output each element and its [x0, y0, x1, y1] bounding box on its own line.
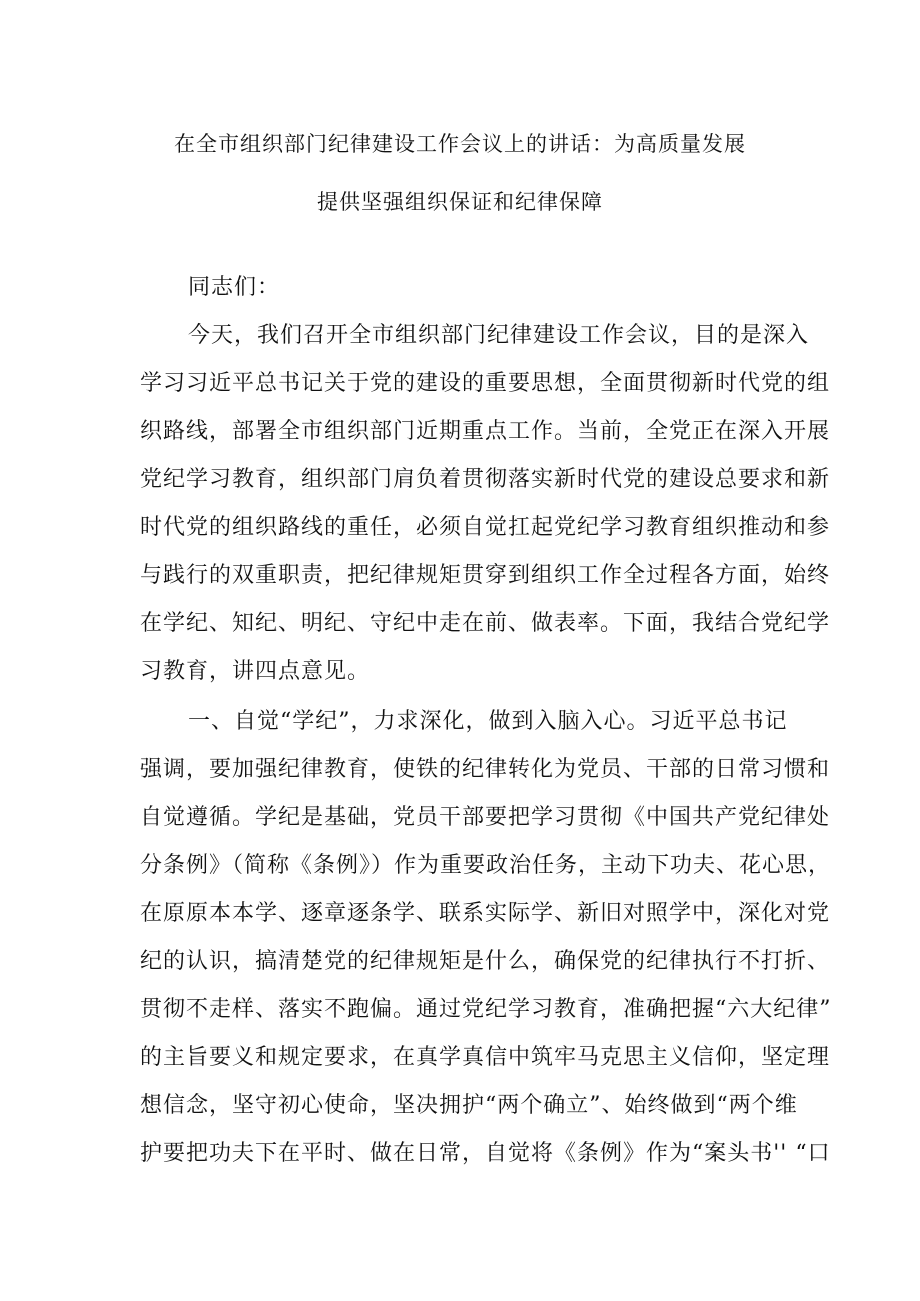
paragraph-line: 在原原本本学、逐章逐条学、联系实际学、新旧对照学中，深化对党 — [140, 901, 831, 926]
paragraph-line: 织路线，部署全市组织部门近期重点工作。当前，全党正在深入开展 — [140, 419, 831, 444]
paragraph-line: 一、自觉“学纪”，力求深化，做到入脑入心。习近平总书记 — [188, 709, 788, 734]
paragraph-line: 想信念，坚守初心使命，坚决拥护“两个确立”、始终做到“两个维 — [140, 1093, 798, 1118]
paragraph-line: 护要把功夫下在平时、做在日常，自觉将《条例》作为“案头书'' “口 — [140, 1141, 831, 1166]
paragraph-line: 自觉遵循。学纪是基础，党员干部要把学习贯彻《中国共产党纪律处 — [140, 805, 831, 830]
paragraph-line: 与践行的双重职责，把纪律规矩贯穿到组织工作全过程各方面，始终 — [140, 563, 831, 588]
paragraph-line: 党纪学习教育，组织部门肩负着贯彻落实新时代党的建设总要求和新 — [140, 467, 831, 492]
paragraph-line: 分条例》（简称《条例》）作为重要政治任务，主动下功夫、花心思， — [140, 853, 832, 878]
salutation: 同志们： — [188, 275, 281, 300]
paragraph-line: 纪的认识，搞清楚党的纪律规矩是什么，确保党的纪律执行不打折、 — [140, 949, 831, 974]
paragraph-line: 的主旨要义和规定要求，在真学真信中筑牢马克思主义信仰，坚定理 — [140, 1045, 831, 1070]
paragraph-line: 强调，要加强纪律教育，使铁的纪律转化为党员、干部的日常习惯和 — [140, 757, 831, 782]
paragraph-line: 今天，我们召开全市组织部门纪律建设工作会议，目的是深入 — [188, 323, 810, 348]
paragraph-line: 学习习近平总书记关于党的建设的重要思想，全面贯彻新时代党的组 — [140, 371, 831, 396]
document-title-line-2: 提供坚强组织保证和纪律保障 — [317, 190, 603, 214]
paragraph-line: 习教育，讲四点意见。 — [140, 659, 371, 684]
paragraph-line: 在学纪、知纪、明纪、守纪中走在前、做表率。下面，我结合党纪学 — [140, 611, 831, 636]
paragraph-line: 时代党的组织路线的重任，必须自觉扛起党纪学习教育组织推动和参 — [140, 515, 831, 540]
paragraph-line: 贯彻不走样、落实不跑偏。通过党纪学习教育，准确把握“六大纪律” — [140, 997, 832, 1022]
document-title-line-1: 在全市组织部门纪律建设工作会议上的讲话：为高质量发展 — [174, 132, 746, 156]
